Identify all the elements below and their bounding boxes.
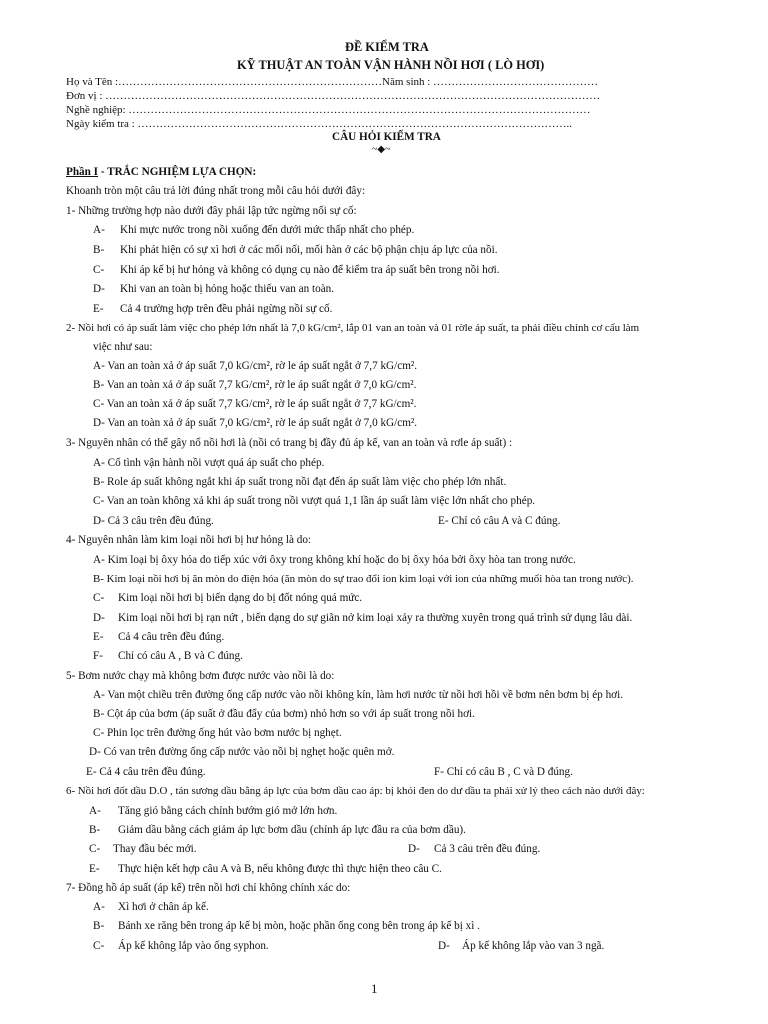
section-heading: CÂU HỎI KIỂM TRA xyxy=(332,131,441,143)
question-5: 5- Bơm nước chạy mà không bơm được nước vào nồi là do: xyxy=(66,670,335,682)
q7-label-c: C- xyxy=(93,940,105,952)
exam-subtitle: KỸ THUẬT AN TOÀN VẬN HÀNH NỒI HƠI ( LÒ HƠI) xyxy=(237,58,545,72)
q1-label-e: E- xyxy=(93,303,104,315)
q6-option-e: Thực hiện kết hợp câu A và B, nếu không được thì thực hiện theo câu C. xyxy=(118,863,442,875)
q6-option-b: Giảm dầu bằng cách giảm áp lực bơm dầu (chỉnh áp lực đầu ra của bơm dầu). xyxy=(118,824,466,836)
q4-label-c: C- xyxy=(93,592,105,604)
q3-option-c: C- Van an toàn không xả khi áp suất trong nồi vượt quá 1,1 lần áp suất làm việc lớn nhất cho phép. xyxy=(93,495,536,507)
q4-option-b: B- Kim loại nồi hơi bị ăn mòn do điện hóa (ăn mòn do sự trao đổi ion kim loại với ion của những muối hòa tan trong nước). xyxy=(93,573,634,585)
q5-option-b: B- Cột áp của bơm (áp suất ở đầu đẩy của bơm) nhỏ hơn so với áp suất trong nồi hơi. xyxy=(93,708,475,720)
question-2: 2- Nồi hơi có áp suất làm việc cho phép lớn nhất là 7,0 kG/cm², lắp 01 van an toàn và 01 rờle áp suất, ta phải điều chỉnh cơ cấu làm xyxy=(66,322,640,334)
q2-option-d: D- Van an toàn xả ở áp suất 7,0 kG/cm², rờ le áp suất ngắt ở 7,0 kG/cm². xyxy=(93,417,418,429)
q6-option-c: Thay đầu béc mới. xyxy=(113,843,197,855)
q3-option-d: D- Cả 3 câu trên đều đúng. xyxy=(93,515,214,527)
q5-option-d: D- Có van trên đường ống cấp nước vào nồi bị nghẹt hoặc quên mở. xyxy=(89,746,395,758)
name-field: Họ và Tên :………………………………………………………………Năm sinh : ……………………………………… xyxy=(66,76,599,88)
ornament-icon: ~◆~ xyxy=(372,144,391,155)
question-7: 7- Đồng hồ áp suất (áp kế) trên nồi hơi chỉ không chính xác do: xyxy=(66,882,351,894)
q1-label-d: D- xyxy=(93,283,105,295)
q4-option-e: Cả 4 câu trên đều đúng. xyxy=(118,631,225,643)
q1-label-c: C- xyxy=(93,264,105,276)
unit-field: Đơn vị : ……………………………………………………………………………………………………………………… xyxy=(66,90,601,102)
q6-label-b: B- xyxy=(89,824,101,836)
part-title: - TRẮC NGHIỆM LỰA CHỌN: xyxy=(98,166,257,178)
job-field: Nghề nghiệp: ……………………………………………………………………………………………………………… xyxy=(66,104,591,116)
q1-option-c: Khi áp kế bị hư hỏng và không có dụng cụ nào để kiểm tra áp suất bên trong nồi hơi. xyxy=(120,264,500,276)
q5-option-e: E- Cả 4 câu trên đều đúng. xyxy=(86,766,206,778)
q1-option-a: Khi mực nước trong nồi xuống đến dưới mức thấp nhất cho phép. xyxy=(120,224,415,236)
q2-option-b: B- Van an toàn xả ở áp suất 7,7 kG/cm², rờ le áp suất ngắt ở 7,0 kG/cm². xyxy=(93,379,417,391)
instruction: Khoanh tròn một câu trả lời đúng nhất trong mỗi câu hỏi dưới đây: xyxy=(66,185,366,197)
q2-option-a: A- Van an toàn xả ở áp suất 7,0 kG/cm², rờ le áp suất ngắt ở 7,7 kG/cm². xyxy=(93,360,418,372)
q3-option-b: B- Role áp suất không ngắt khi áp suất trong nồi đạt đến áp suất làm việc cho phép lớn nhất. xyxy=(93,476,507,488)
question-3: 3- Nguyên nhân có thể gây nổ nồi hơi là (nồi có trang bị đầy đủ áp kế, van an toàn và rơle áp suất) : xyxy=(66,437,513,449)
q4-option-c: Kim loại nồi hơi bị biến dạng do bị đốt nóng quá mức. xyxy=(118,592,363,604)
q4-label-d: D- xyxy=(93,612,105,624)
q6-option-a: Tăng gió bằng cách chỉnh bướm gió mở lớn hơn. xyxy=(118,805,338,817)
question-6: 6- Nồi hơi đốt dầu D.O , tán sương dầu bằng áp lực của bơm dầu cao áp: bị khói đen do dư dầu ta phải xử lý theo cách nào dưới đây: xyxy=(66,785,645,797)
q4-option-a: A- Kim loại bị ôxy hóa do tiếp xúc với ôxy trong không khí hoặc do bị ôxy hóa bởi ôxy hòa tan trong nước. xyxy=(93,554,576,566)
q5-option-a: A- Van một chiều trên đường ống cấp nước vào nồi không kín, làm hơi nước từ nồi hơi hồi về bơm nên bơm bị ép hơi. xyxy=(93,689,623,701)
q4-label-f: F- xyxy=(93,650,103,662)
q4-option-f: Chỉ có câu A , B và C đúng. xyxy=(118,650,243,662)
q7-label-a: A- xyxy=(93,901,105,913)
q7-option-d: Áp kế không lắp vào van 3 ngã. xyxy=(462,940,605,952)
q1-label-b: B- xyxy=(93,244,105,256)
q2-option-c: C- Van an toàn xả ở áp suất 7,7 kG/cm², rờ le áp suất ngắt ở 7,7 kG/cm². xyxy=(93,398,417,410)
q7-option-c: Áp kế không lắp vào ống syphon. xyxy=(118,940,269,952)
q7-label-b: B- xyxy=(93,920,105,932)
q3-option-e: E- Chỉ có câu A và C đúng. xyxy=(438,515,561,527)
q7-option-b: Bánh xe răng bên trong áp kế bị mòn, hoặc phần ống cong bên trong áp kế bị xì . xyxy=(118,920,480,932)
q1-option-e: Cả 4 trường hợp trên đều phải ngừng nồi sự cố. xyxy=(120,303,333,315)
q4-option-d: Kim loại nồi hơi bị rạn nứt , biến dạng do sự giãn nở kim loại xảy ra thường xuyên trong quá trình sử dụng lâu dài. xyxy=(118,612,633,624)
q5-option-f: F- Chỉ có câu B , C và D đúng. xyxy=(434,766,573,778)
q7-label-d: D- xyxy=(438,940,450,952)
q6-label-d: D- xyxy=(408,843,420,855)
q6-option-d: Cả 3 câu trên đều đúng. xyxy=(434,843,541,855)
q6-label-e: E- xyxy=(89,863,100,875)
question-4: 4- Nguyên nhân làm kim loại nồi hơi bị hư hỏng là do: xyxy=(66,534,312,546)
part-heading xyxy=(66,166,256,178)
question-1: 1- Những trường hợp nào dưới đây phải lập tức ngừng nối sự cố: xyxy=(66,205,357,217)
q4-label-e: E- xyxy=(93,631,104,643)
page-number: 1 xyxy=(371,981,378,996)
q6-label-c: C- xyxy=(89,843,101,855)
question-2-cont: việc như sau: xyxy=(93,341,153,353)
q1-option-d: Khi van an toàn bị hỏng hoặc thiếu van an toàn. xyxy=(120,283,335,295)
exam-title: ĐỀ KIỂM TRA xyxy=(345,40,429,54)
q1-label-a: A- xyxy=(93,224,105,236)
q7-option-a: Xì hơi ở chân áp kế. xyxy=(118,901,209,913)
q1-option-b: Khi phát hiện có sự xì hơi ở các mối nối, mối hàn ở các bộ phận chịu áp lực của nồi. xyxy=(120,244,498,256)
q5-option-c: C- Phin lọc trên đường ống hút vào bơm nước bị nghẹt. xyxy=(93,727,342,739)
q6-label-a: A- xyxy=(89,805,101,817)
q3-option-a: A- Cố tình vận hành nồi vượt quá áp suất cho phép. xyxy=(93,457,325,469)
part-label: Phần I xyxy=(66,166,99,178)
date-field: Ngày kiểm tra : ……………………………………………………………………………………………………….. xyxy=(66,118,572,130)
